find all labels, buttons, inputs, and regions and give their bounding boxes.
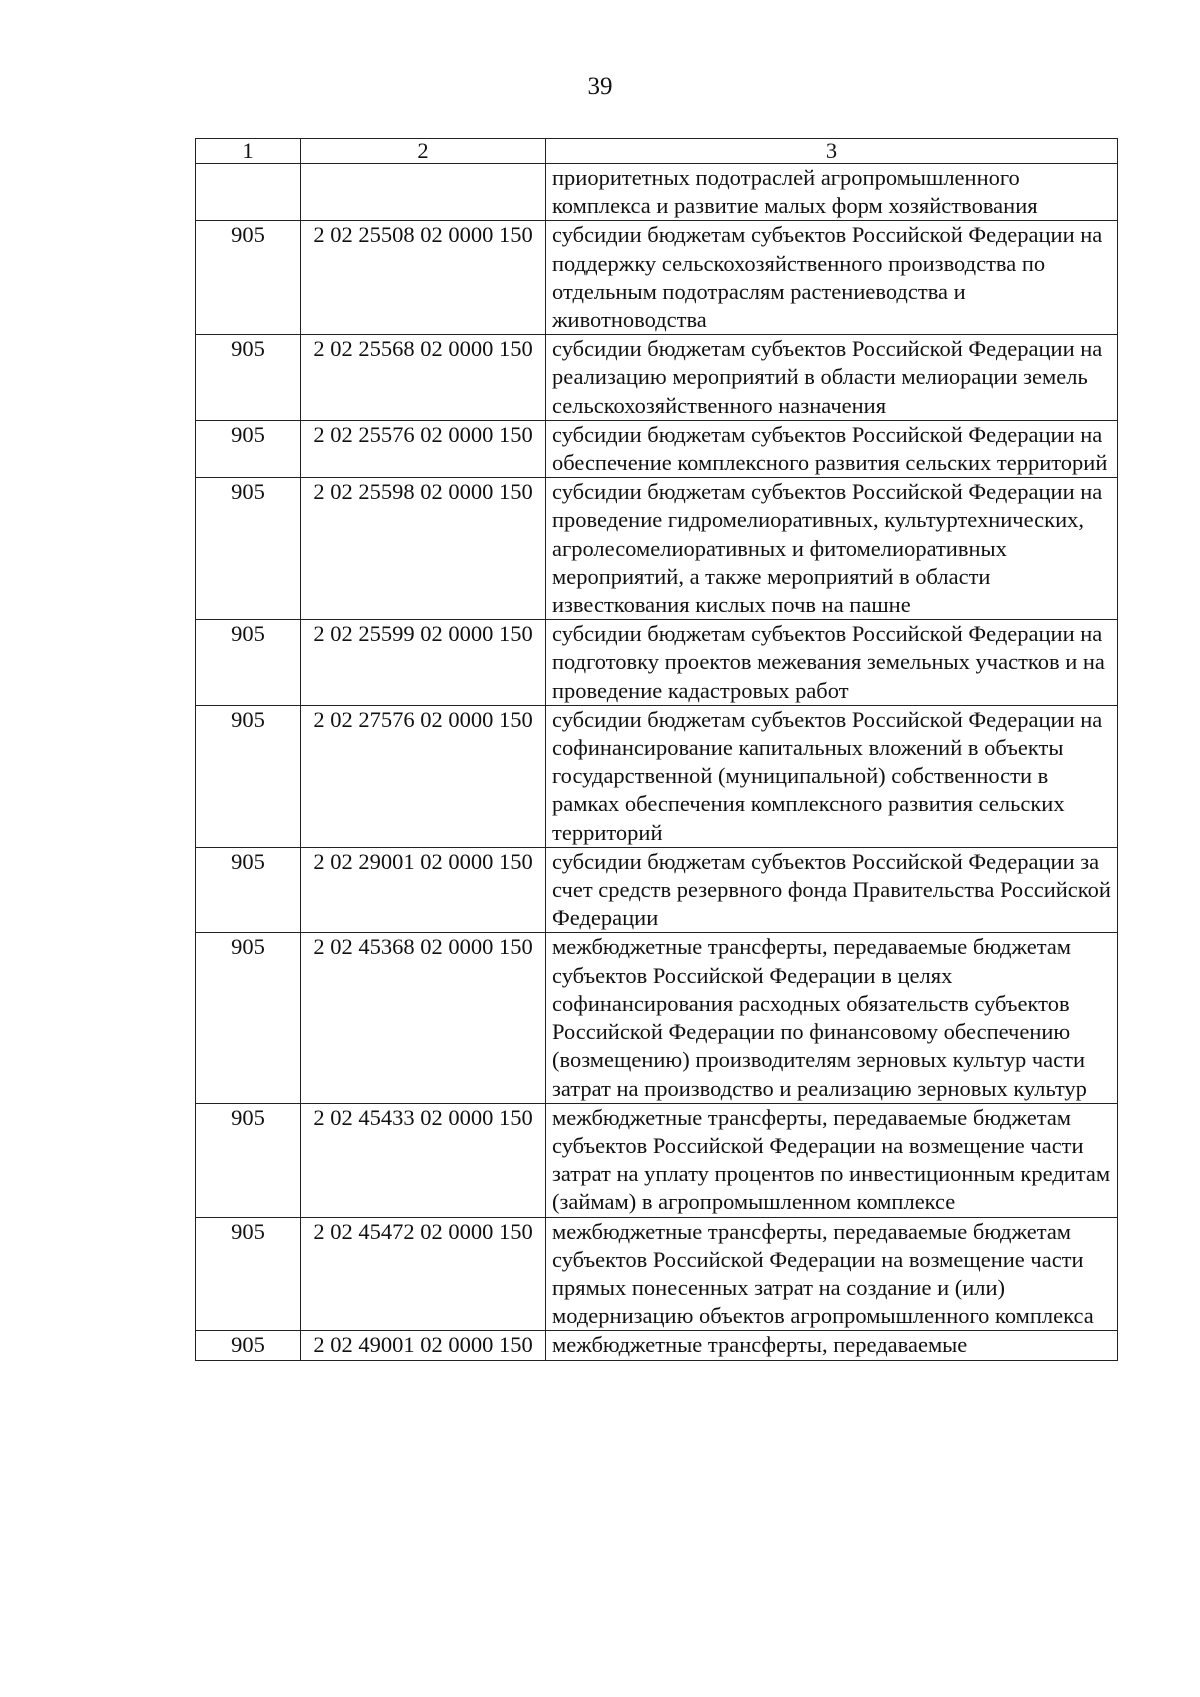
admin-code-cell: 905	[196, 705, 301, 847]
column-header-3: 3	[546, 139, 1118, 164]
admin-code-cell: 905	[196, 620, 301, 706]
admin-code-cell	[196, 164, 301, 221]
description-cell: субсидии бюджетам субъектов Российской Федерации на проведение гидромелиоративных, культуртехнических, агролесомелиоративных и фитомелиоративных мероприятий, а также мероприятий в области известкования кислых почв на пашне	[546, 478, 1118, 620]
revenue-code-cell: 2 02 25568 02 0000 150	[301, 335, 546, 421]
column-header-1: 1	[196, 139, 301, 164]
table-row	[196, 1331, 1118, 1360]
description-cell: межбюджетные трансферты, передаваемые бюджетам субъектов Российской Федерации на возмещение части прямых понесенных затрат на создание и (или) модернизацию объектов агропромышленного комплекса	[546, 1217, 1118, 1331]
description-cell: межбюджетные трансферты, передаваемые бюджетам субъектов Российской Федерации в целях софинансирования расходных обязательств субъектов Российской Федерации по финансовому обеспечению (возмещению) производителям зерновых культур части затрат на производство и реализацию зерновых культур	[546, 933, 1118, 1103]
description-cell: субсидии бюджетам субъектов Российской Федерации на обеспечение комплексного развития сельских территорий	[546, 420, 1118, 477]
revenue-code-cell: 2 02 25508 02 0000 150	[301, 221, 546, 335]
table-row	[196, 164, 1118, 221]
table-row	[196, 335, 1118, 421]
admin-code-cell: 905	[196, 478, 301, 620]
revenue-code-cell: 2 02 25598 02 0000 150	[301, 478, 546, 620]
table-header-row	[196, 139, 1118, 164]
table-row	[196, 478, 1118, 620]
revenue-code-cell	[301, 164, 546, 221]
description-cell: субсидии бюджетам субъектов Российской Федерации на подготовку проектов межевания земельных участков и на проведение кадастровых работ	[546, 620, 1118, 706]
revenue-code-cell: 2 02 45368 02 0000 150	[301, 933, 546, 1103]
admin-code-cell: 905	[196, 221, 301, 335]
revenue-code-cell: 2 02 25576 02 0000 150	[301, 420, 546, 477]
revenue-code-cell: 2 02 27576 02 0000 150	[301, 705, 546, 847]
description-cell: субсидии бюджетам субъектов Российской Федерации за счет средств резервного фонда Правительства Российской Федерации	[546, 847, 1118, 933]
admin-code-cell: 905	[196, 1331, 301, 1360]
table-row	[196, 1103, 1118, 1217]
description-cell: межбюджетные трансферты, передаваемые	[546, 1331, 1118, 1360]
admin-code-cell: 905	[196, 420, 301, 477]
table-row	[196, 847, 1118, 933]
column-header-2: 2	[301, 139, 546, 164]
table-row	[196, 705, 1118, 847]
description-cell: субсидии бюджетам субъектов Российской Федерации на софинансирование капитальных вложений в объекты государственной (муниципальной) собственности в рамках обеспечения комплексного развития сельских территорий	[546, 705, 1118, 847]
admin-code-cell: 905	[196, 335, 301, 421]
revenue-code-cell: 2 02 45433 02 0000 150	[301, 1103, 546, 1217]
table-row	[196, 221, 1118, 335]
admin-code-cell: 905	[196, 847, 301, 933]
description-cell: приоритетных подотраслей агропромышленного комплекса и развитие малых форм хозяйствования	[546, 164, 1118, 221]
revenue-code-cell: 2 02 45472 02 0000 150	[301, 1217, 546, 1331]
admin-code-cell: 905	[196, 933, 301, 1103]
page-number: 39	[587, 73, 613, 100]
admin-code-cell: 905	[196, 1103, 301, 1217]
revenue-code-cell: 2 02 49001 02 0000 150	[301, 1331, 546, 1360]
revenue-code-cell: 2 02 25599 02 0000 150	[301, 620, 546, 706]
description-cell: субсидии бюджетам субъектов Российской Федерации на поддержку сельскохозяйственного производства по отдельным подотраслям растениеводства и животноводства	[546, 221, 1118, 335]
table-row	[196, 933, 1118, 1103]
table-row	[196, 620, 1118, 706]
revenue-code-cell: 2 02 29001 02 0000 150	[301, 847, 546, 933]
budget-codes-table	[195, 138, 1118, 1361]
admin-code-cell: 905	[196, 1217, 301, 1331]
table-row	[196, 1217, 1118, 1331]
description-cell: межбюджетные трансферты, передаваемые бюджетам субъектов Российской Федерации на возмещение части затрат на уплату процентов по инвестиционным кредитам (займам) в агропромышленном комплексе	[546, 1103, 1118, 1217]
table-row	[196, 420, 1118, 477]
description-cell: субсидии бюджетам субъектов Российской Федерации на реализацию мероприятий в области мелиорации земель сельскохозяйственного назначения	[546, 335, 1118, 421]
